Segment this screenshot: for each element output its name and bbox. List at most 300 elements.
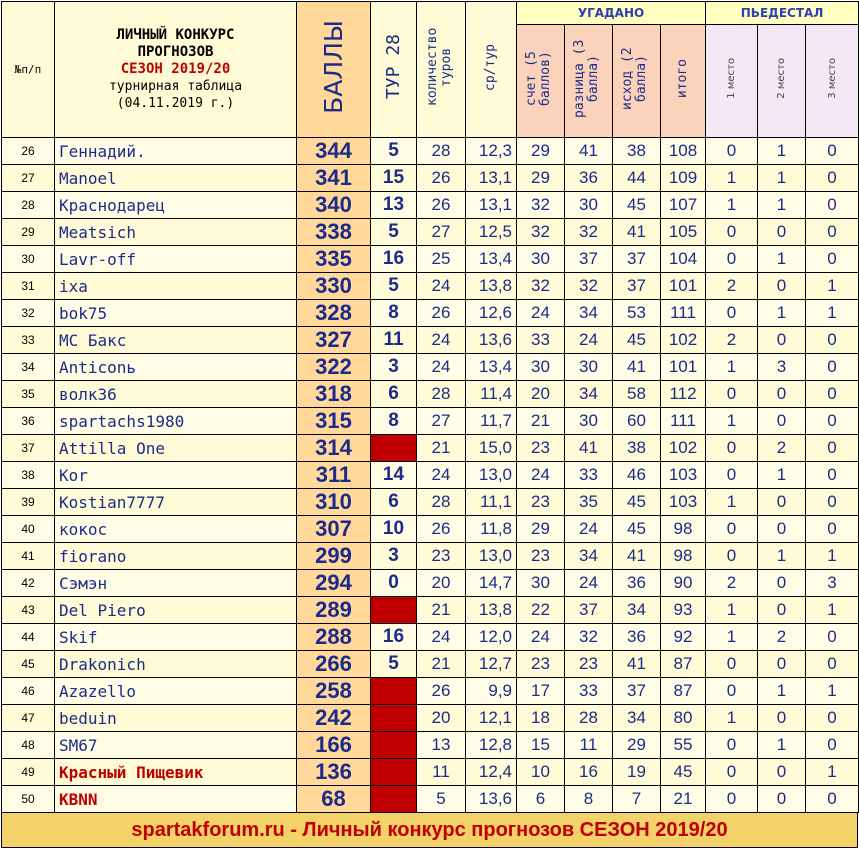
- table-row: [2, 192, 859, 219]
- participant-name: Skif: [55, 624, 297, 651]
- points-cell: 335: [297, 246, 371, 273]
- avg-cell: 13,6: [466, 327, 517, 354]
- tours-count-cell: 26: [417, 192, 466, 219]
- score-cell: 23: [517, 651, 565, 678]
- avg-cell: 13,1: [466, 192, 517, 219]
- date-label: (04.11.2019 г.): [116, 96, 235, 111]
- total-cell: 107: [661, 192, 706, 219]
- participant-name: Attilla One: [55, 435, 297, 462]
- points-cell: 68: [297, 786, 371, 813]
- avg-cell: 12,6: [466, 300, 517, 327]
- total-cell: 45: [661, 759, 706, 786]
- participant-name: Сэмэн: [55, 570, 297, 597]
- score-cell: 24: [517, 300, 565, 327]
- tour-cell: 3: [371, 354, 417, 381]
- row-number: 37: [2, 435, 55, 462]
- row-number: 27: [2, 165, 55, 192]
- outcome-cell: 46: [613, 462, 661, 489]
- table-row: [2, 516, 859, 543]
- total-cell: 102: [661, 435, 706, 462]
- avg-cell: 9,9: [466, 678, 517, 705]
- total-cell: 102: [661, 327, 706, 354]
- season-label: СЕЗОН 2019/20: [120, 61, 231, 77]
- place3-cell: 0: [806, 624, 859, 651]
- score-cell: 21: [517, 408, 565, 435]
- tours-count-cell: 21: [417, 597, 466, 624]
- tours-count-cell: 26: [417, 678, 466, 705]
- place2-cell: 1: [758, 543, 806, 570]
- table-row: [2, 624, 859, 651]
- score-cell: 30: [517, 354, 565, 381]
- table-row: [2, 489, 859, 516]
- diff-cell: 28: [565, 705, 613, 732]
- place1-cell: 0: [706, 246, 758, 273]
- place2-header: 2 место: [758, 25, 806, 138]
- guessed-header: УГАДАНО: [517, 2, 706, 25]
- table-row: [2, 138, 859, 165]
- avg-cell: 13,8: [466, 597, 517, 624]
- points-cell: 289: [297, 597, 371, 624]
- total-cell: 111: [661, 300, 706, 327]
- subtitle: турнирная таблица: [108, 79, 243, 94]
- place1-cell: 0: [706, 786, 758, 813]
- avg-cell: 12,5: [466, 219, 517, 246]
- points-cell: 311: [297, 462, 371, 489]
- participant-name: Azazello: [55, 678, 297, 705]
- tours-count-cell: 26: [417, 165, 466, 192]
- total-cell: 98: [661, 543, 706, 570]
- row-number: 41: [2, 543, 55, 570]
- tours-count-cell: 20: [417, 570, 466, 597]
- tours-count-cell: 24: [417, 354, 466, 381]
- place2-cell: 0: [758, 570, 806, 597]
- tours-count-cell: 5: [417, 786, 466, 813]
- participant-name: МС Бакс: [55, 327, 297, 354]
- points-cell: 314: [297, 435, 371, 462]
- points-cell: 341: [297, 165, 371, 192]
- place2-cell: 0: [758, 759, 806, 786]
- outcome-cell: 45: [613, 192, 661, 219]
- diff-cell: 23: [565, 651, 613, 678]
- score-cell: 6: [517, 786, 565, 813]
- total-cell: 80: [661, 705, 706, 732]
- place2-cell: 0: [758, 651, 806, 678]
- place1-cell: 2: [706, 327, 758, 354]
- tour-cell: 5: [371, 651, 417, 678]
- table-header: [2, 2, 859, 138]
- row-number: 36: [2, 408, 55, 435]
- tours-count-cell: 28: [417, 489, 466, 516]
- table-row: [2, 705, 859, 732]
- place1-cell: 1: [706, 597, 758, 624]
- points-cell: 266: [297, 651, 371, 678]
- tour-cell: [371, 786, 417, 813]
- place3-cell: 0: [806, 732, 859, 759]
- row-number: 46: [2, 678, 55, 705]
- diff-cell: 24: [565, 570, 613, 597]
- total-cell: 108: [661, 138, 706, 165]
- score-cell: 30: [517, 246, 565, 273]
- place3-cell: 0: [806, 219, 859, 246]
- outcome-cell: 29: [613, 732, 661, 759]
- points-cell: 310: [297, 489, 371, 516]
- place1-cell: 0: [706, 138, 758, 165]
- place1-cell: 0: [706, 678, 758, 705]
- participant-name: Красный Пищевик: [55, 759, 297, 786]
- place3-cell: 1: [806, 543, 859, 570]
- table-row: [2, 732, 859, 759]
- diff-cell: 33: [565, 462, 613, 489]
- score-cell: 17: [517, 678, 565, 705]
- points-cell: 344: [297, 138, 371, 165]
- participant-name: Drakonich: [55, 651, 297, 678]
- table-row: [2, 273, 859, 300]
- tour-cell: 0: [371, 570, 417, 597]
- tours-count-cell: 27: [417, 219, 466, 246]
- total-cell: 105: [661, 219, 706, 246]
- place2-cell: 1: [758, 165, 806, 192]
- place1-cell: 2: [706, 273, 758, 300]
- tours-count-cell: 13: [417, 732, 466, 759]
- outcome-cell: 7: [613, 786, 661, 813]
- total-cell: 101: [661, 354, 706, 381]
- points-cell: 166: [297, 732, 371, 759]
- score-cell: 33: [517, 327, 565, 354]
- score-cell: 24: [517, 624, 565, 651]
- table-body: [2, 138, 859, 813]
- participant-name: кокос: [55, 516, 297, 543]
- avg-cell: 11,7: [466, 408, 517, 435]
- avg-header: ср/тур: [466, 2, 517, 138]
- table-row: [2, 435, 859, 462]
- num-header: №п/п: [2, 2, 55, 138]
- place1-cell: 1: [706, 354, 758, 381]
- avg-cell: 13,4: [466, 246, 517, 273]
- row-number: 49: [2, 759, 55, 786]
- diff-cell: 37: [565, 246, 613, 273]
- avg-cell: 11,1: [466, 489, 517, 516]
- tours-count-header: количество туров: [417, 2, 466, 138]
- table-row: [2, 381, 859, 408]
- place1-cell: 0: [706, 543, 758, 570]
- points-cell: 330: [297, 273, 371, 300]
- table-row: [2, 759, 859, 786]
- table-row: [2, 300, 859, 327]
- row-number: 31: [2, 273, 55, 300]
- tour-cell: 11: [371, 327, 417, 354]
- diff-cell: 33: [565, 678, 613, 705]
- table-row: [2, 219, 859, 246]
- outcome-cell: 36: [613, 624, 661, 651]
- place2-cell: 1: [758, 732, 806, 759]
- table-row: [2, 462, 859, 489]
- place1-cell: 1: [706, 165, 758, 192]
- place3-cell: 0: [806, 165, 859, 192]
- score-cell: 15: [517, 732, 565, 759]
- table-row: [2, 246, 859, 273]
- total-cell: 90: [661, 570, 706, 597]
- row-number: 28: [2, 192, 55, 219]
- participant-name: Del Piero: [55, 597, 297, 624]
- diff-cell: 24: [565, 516, 613, 543]
- tour-cell: 8: [371, 408, 417, 435]
- points-header: БАЛЛЫ: [297, 2, 371, 138]
- total-cell: 104: [661, 246, 706, 273]
- score-cell: 23: [517, 435, 565, 462]
- place2-cell: 0: [758, 327, 806, 354]
- participant-name: bok75: [55, 300, 297, 327]
- outcome-cell: 34: [613, 705, 661, 732]
- tour-header: ТУР 28: [371, 2, 417, 138]
- diff-cell: 30: [565, 354, 613, 381]
- outcome-cell: 58: [613, 381, 661, 408]
- participant-name: Kostian7777: [55, 489, 297, 516]
- points-cell: 340: [297, 192, 371, 219]
- outcome-cell: 41: [613, 651, 661, 678]
- total-cell: 92: [661, 624, 706, 651]
- place3-cell: 0: [806, 786, 859, 813]
- total-cell: 111: [661, 408, 706, 435]
- total-cell: 93: [661, 597, 706, 624]
- participant-name: Meatsich: [55, 219, 297, 246]
- points-cell: 328: [297, 300, 371, 327]
- place2-cell: 0: [758, 273, 806, 300]
- diff-cell: 34: [565, 300, 613, 327]
- table-row: [2, 651, 859, 678]
- place1-cell: 0: [706, 516, 758, 543]
- participant-name: fiorano: [55, 543, 297, 570]
- avg-cell: 11,4: [466, 381, 517, 408]
- place2-cell: 2: [758, 624, 806, 651]
- avg-cell: 13,0: [466, 543, 517, 570]
- row-number: 26: [2, 138, 55, 165]
- place2-cell: 0: [758, 381, 806, 408]
- tour-cell: [371, 732, 417, 759]
- score-cell: 23: [517, 543, 565, 570]
- total-cell: 103: [661, 489, 706, 516]
- tours-count-cell: 24: [417, 624, 466, 651]
- title-line1: ЛИЧНЫЙ КОНКУРС: [116, 27, 235, 43]
- tour-cell: 16: [371, 624, 417, 651]
- place2-cell: 2: [758, 435, 806, 462]
- tour-cell: [371, 678, 417, 705]
- tours-count-cell: 20: [417, 705, 466, 732]
- score-cell: 22: [517, 597, 565, 624]
- avg-cell: 12,4: [466, 759, 517, 786]
- title-block: [55, 2, 297, 138]
- place3-cell: 1: [806, 678, 859, 705]
- tour-cell: [371, 759, 417, 786]
- place3-cell: 0: [806, 516, 859, 543]
- outcome-cell: 45: [613, 516, 661, 543]
- place3-cell: 0: [806, 651, 859, 678]
- total-cell: 98: [661, 516, 706, 543]
- participant-name: Lavr-off: [55, 246, 297, 273]
- avg-cell: 14,7: [466, 570, 517, 597]
- tour-cell: 10: [371, 516, 417, 543]
- row-number: 29: [2, 219, 55, 246]
- place1-cell: 1: [706, 624, 758, 651]
- avg-cell: 12,7: [466, 651, 517, 678]
- place3-cell: 0: [806, 435, 859, 462]
- diff-cell: 34: [565, 381, 613, 408]
- table-row: [2, 543, 859, 570]
- place1-cell: 2: [706, 570, 758, 597]
- outcome-cell: 45: [613, 327, 661, 354]
- table-row: [2, 786, 859, 813]
- participant-name: ixa: [55, 273, 297, 300]
- place1-cell: 0: [706, 435, 758, 462]
- tours-count-cell: 26: [417, 516, 466, 543]
- diff-cell: 32: [565, 219, 613, 246]
- place3-cell: 3: [806, 570, 859, 597]
- points-cell: 307: [297, 516, 371, 543]
- tours-count-cell: 24: [417, 327, 466, 354]
- place3-header: 3 место: [806, 25, 859, 138]
- place1-header: 1 место: [706, 25, 758, 138]
- table-row: [2, 597, 859, 624]
- score-cell: 29: [517, 138, 565, 165]
- points-cell: 318: [297, 381, 371, 408]
- outcome-cell: 38: [613, 138, 661, 165]
- place1-cell: 0: [706, 381, 758, 408]
- total-cell: 109: [661, 165, 706, 192]
- diff-cell: 36: [565, 165, 613, 192]
- place1-cell: 1: [706, 192, 758, 219]
- place3-cell: 0: [806, 138, 859, 165]
- score-cell: 32: [517, 192, 565, 219]
- row-number: 42: [2, 570, 55, 597]
- avg-cell: 13,4: [466, 354, 517, 381]
- place3-cell: 0: [806, 381, 859, 408]
- row-number: 33: [2, 327, 55, 354]
- place2-cell: 0: [758, 705, 806, 732]
- avg-cell: 12,0: [466, 624, 517, 651]
- place2-cell: 1: [758, 300, 806, 327]
- row-number: 39: [2, 489, 55, 516]
- place3-cell: 0: [806, 489, 859, 516]
- points-cell: 136: [297, 759, 371, 786]
- place3-cell: 1: [806, 759, 859, 786]
- tours-count-cell: 11: [417, 759, 466, 786]
- avg-cell: 11,8: [466, 516, 517, 543]
- points-cell: 338: [297, 219, 371, 246]
- diff-cell: 11: [565, 732, 613, 759]
- tour-cell: [371, 705, 417, 732]
- score-cell: 10: [517, 759, 565, 786]
- tours-count-cell: 26: [417, 300, 466, 327]
- row-number: 34: [2, 354, 55, 381]
- participant-name: beduin: [55, 705, 297, 732]
- table-row: [2, 354, 859, 381]
- participant-name: волк36: [55, 381, 297, 408]
- total-header: итого: [661, 25, 706, 138]
- place2-cell: 0: [758, 489, 806, 516]
- tour-cell: 5: [371, 219, 417, 246]
- points-cell: 258: [297, 678, 371, 705]
- avg-cell: 13,6: [466, 786, 517, 813]
- diff-header: разница (3 балла): [565, 25, 613, 138]
- score-cell: 29: [517, 516, 565, 543]
- outcome-cell: 53: [613, 300, 661, 327]
- diff-cell: 37: [565, 597, 613, 624]
- avg-cell: 13,0: [466, 462, 517, 489]
- tours-count-cell: 28: [417, 138, 466, 165]
- participant-name: spartachs1980: [55, 408, 297, 435]
- outcome-cell: 36: [613, 570, 661, 597]
- place3-cell: 1: [806, 300, 859, 327]
- tour-cell: [371, 435, 417, 462]
- place1-cell: 0: [706, 300, 758, 327]
- place3-cell: 0: [806, 327, 859, 354]
- row-number: 40: [2, 516, 55, 543]
- participant-name: Manoel: [55, 165, 297, 192]
- place2-cell: 0: [758, 219, 806, 246]
- diff-cell: 34: [565, 543, 613, 570]
- place2-cell: 0: [758, 786, 806, 813]
- diff-cell: 30: [565, 408, 613, 435]
- outcome-cell: 37: [613, 273, 661, 300]
- outcome-header: исход (2 балла): [613, 25, 661, 138]
- points-cell: 327: [297, 327, 371, 354]
- participant-name: SM67: [55, 732, 297, 759]
- place1-cell: 0: [706, 462, 758, 489]
- total-cell: 101: [661, 273, 706, 300]
- diff-cell: 41: [565, 138, 613, 165]
- avg-cell: 12,3: [466, 138, 517, 165]
- table-row: [2, 678, 859, 705]
- avg-cell: 13,1: [466, 165, 517, 192]
- tours-count-cell: 25: [417, 246, 466, 273]
- table-row: [2, 165, 859, 192]
- score-cell: 24: [517, 462, 565, 489]
- total-cell: 55: [661, 732, 706, 759]
- diff-cell: 32: [565, 624, 613, 651]
- place2-cell: 0: [758, 516, 806, 543]
- tour-cell: 5: [371, 138, 417, 165]
- place2-cell: 1: [758, 678, 806, 705]
- participant-name: Kor: [55, 462, 297, 489]
- participant-name: Anticonь: [55, 354, 297, 381]
- participant-name: Краснодарец: [55, 192, 297, 219]
- row-number: 50: [2, 786, 55, 813]
- tour-cell: 5: [371, 273, 417, 300]
- place3-cell: 0: [806, 462, 859, 489]
- place2-cell: 0: [758, 408, 806, 435]
- outcome-cell: 19: [613, 759, 661, 786]
- place3-cell: 1: [806, 597, 859, 624]
- place3-cell: 0: [806, 246, 859, 273]
- total-cell: 87: [661, 651, 706, 678]
- tours-count-cell: 28: [417, 381, 466, 408]
- tour-cell: 14: [371, 462, 417, 489]
- points-cell: 294: [297, 570, 371, 597]
- row-number: 38: [2, 462, 55, 489]
- outcome-cell: 37: [613, 678, 661, 705]
- row-number: 44: [2, 624, 55, 651]
- diff-cell: 24: [565, 327, 613, 354]
- tours-count-cell: 21: [417, 651, 466, 678]
- row-number: 43: [2, 597, 55, 624]
- total-cell: 103: [661, 462, 706, 489]
- tours-count-cell: 24: [417, 273, 466, 300]
- tour-cell: 13: [371, 192, 417, 219]
- points-cell: 288: [297, 624, 371, 651]
- place1-cell: 1: [706, 705, 758, 732]
- diff-cell: 32: [565, 273, 613, 300]
- score-cell: 23: [517, 489, 565, 516]
- row-number: 32: [2, 300, 55, 327]
